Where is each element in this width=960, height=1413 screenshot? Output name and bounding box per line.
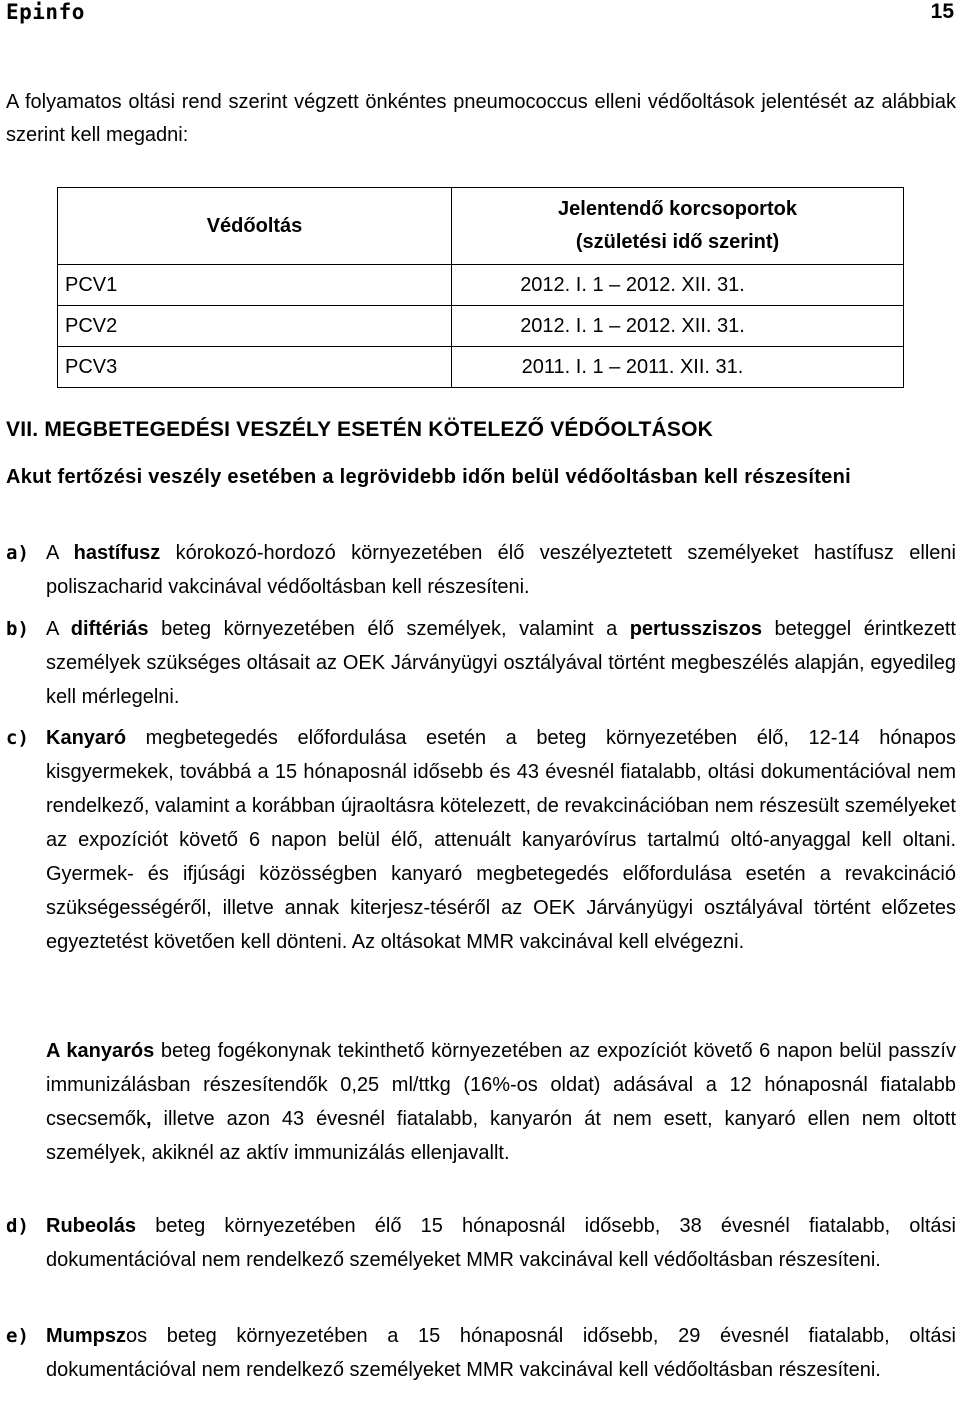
bold-term: A kanyarós <box>46 1040 155 1062</box>
item-text <box>46 1034 956 1170</box>
bold-term: Rubeolás <box>46 1215 137 1237</box>
header-line-2: (születési idő szerint) <box>575 231 780 253</box>
item-text <box>46 1209 956 1277</box>
bold-term: diftériás <box>70 618 149 640</box>
text-run: A <box>46 542 74 564</box>
item-label: a) <box>6 542 29 564</box>
table-cell-vaccine: PCV2 <box>58 306 452 347</box>
table-cell-vaccine: PCV3 <box>58 347 452 388</box>
bold-term: pertussziszos <box>629 618 762 640</box>
page-number: 15 <box>930 0 954 23</box>
text-run: illetve azon 43 évesnél fiatalabb, kanyarón át nem esett, kanyaró ellen nem oltott személyek, akiknél az aktív immunizálás ellenjavallt. <box>46 1108 956 1164</box>
section-title: VII. MEGBETEGEDÉSI VESZÉLY ESETÉN KÖTELEZŐ VÉDŐOLTÁSOK <box>6 418 714 441</box>
text-run: kórokozó-hordozó környezetében élő veszélyeztetett személyeket hastífusz elleni poliszacharid vakcinával védőoltásban kell részesíteni. <box>46 542 956 598</box>
item-label: d) <box>6 1215 29 1237</box>
bold-term: Kanyaró <box>46 727 127 749</box>
header-line-1: Jelentendő korcsoportok <box>558 198 797 220</box>
text-run: beteg környezetében élő személyek, valamint a <box>148 618 630 640</box>
item-text <box>46 721 956 959</box>
table-cell-range: 2012. I. 1 – 2012. XII. 31. <box>452 306 904 347</box>
text-run: megbetegedés előfordulása esetén a beteg környezetében élő, 12-14 hónapos kisgyermekek, továbbá a 15 hónaposnál idősebb és 43 évesnél fiatalabb, oltási dokumentációval nem rendelkező, valamint a korábban újraoltásra kötelezett, de revakcinációban nem részesült személyeket az expozíciót követő 6 napon belül élő, attenuált kanyaróvírus tartalmú oltó-anyaggal kell oltani. Gyermek- és ifjúsági közösségben kanyaró megbetegedés előfordulása esetén a revakcináció szükségességéről, illetve annak kiterjesz-téséről az OEK Járványügyi osztályával történt előzetes egyeztetést követően kell dönteni. Az oltásokat MMR vakcinával kell elvégezni. <box>46 727 956 953</box>
list-item-a <box>6 536 956 604</box>
table-header-vaccine: Védőoltás <box>58 188 452 265</box>
item-text <box>46 536 956 604</box>
lead-paragraph: Akut fertőzési veszély esetében a legrövidebb időn belül védőoltásban kell részesíteni <box>6 466 851 488</box>
list-item-e <box>6 1319 956 1387</box>
item-label: c) <box>6 727 29 749</box>
item-text <box>46 1319 956 1387</box>
table-header-age-groups <box>452 188 904 265</box>
table-row <box>58 347 904 388</box>
table-cell-range: 2012. I. 1 – 2012. XII. 31. <box>452 265 904 306</box>
vaccination-table <box>57 187 904 388</box>
text-run: beteg fogékonynak tekinthető környezetében az expozíciót követő 6 napon belül passzív immunizálásban részesítendők 0,25 ml/ttkg (16%-os oldat) adásával a 12 hónaposnál fiatalabb csecsemők <box>46 1040 956 1130</box>
page-header <box>0 0 960 30</box>
table-header-row <box>58 188 904 265</box>
list-item-b <box>6 612 956 714</box>
item-label: e) <box>6 1325 29 1347</box>
item-text <box>46 612 956 714</box>
bold-term: hastífusz <box>73 542 161 564</box>
bold-term: Mumpsz <box>46 1325 126 1347</box>
intro-paragraph: A folyamatos oltási rend szerint végzett önkéntes pneumococcus elleni védőoltások jelentését az alábbiak szerint kell megadni: <box>6 91 956 146</box>
item-label: b) <box>6 618 29 640</box>
bold-term: , <box>146 1108 152 1130</box>
text-run: beteggel érintkezett személyek szükséges oltásait az OEK Járványügyi osztályával történt megbeszélés alapján, egyedileg kell mérlegelni. <box>46 618 956 708</box>
list-item-d <box>6 1209 956 1277</box>
table-row <box>58 265 904 306</box>
list-item-c <box>6 721 956 959</box>
list-item-c-continued <box>6 1034 956 1170</box>
text-run: A <box>46 618 71 640</box>
brand-logo: Epinfo <box>6 0 85 24</box>
text-run: os beteg környezetében a 15 hónaposnál idősebb, 29 évesnél fiatalabb, oltási dokumentációval nem rendelkező személyeket MMR vakcinával kell védőoltásban részesíteni. <box>46 1325 956 1381</box>
text-run: beteg környezetében élő 15 hónaposnál idősebb, 38 évesnél fiatalabb, oltási dokumentációval nem rendelkező személyeket MMR vakcinával kell védőoltásban részesíteni. <box>46 1215 956 1271</box>
table-cell-vaccine: PCV1 <box>58 265 452 306</box>
table-row <box>58 306 904 347</box>
table-cell-range: 2011. I. 1 – 2011. XII. 31. <box>452 347 904 388</box>
